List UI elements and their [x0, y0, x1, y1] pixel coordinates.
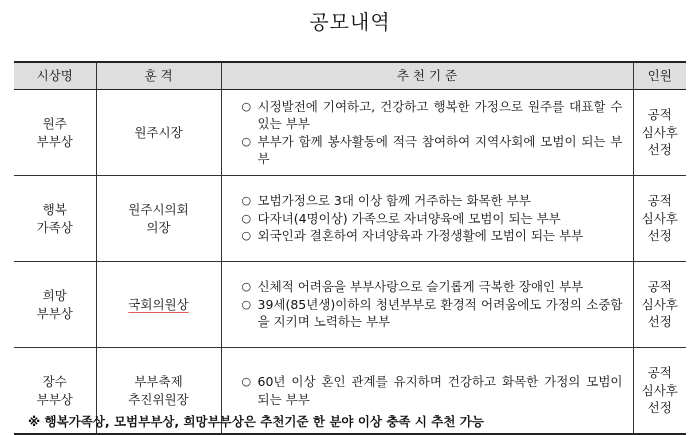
count-line: 선정 [647, 228, 672, 244]
count-line: 심사후 [641, 382, 678, 398]
criteria-cell [221, 262, 633, 348]
award-name-line: 부부상 [36, 305, 73, 321]
criteria-cell [221, 90, 633, 176]
count-cell [633, 176, 686, 262]
award-name-line: 부부상 [36, 391, 73, 407]
honor-grade-line: 원주시장 [134, 124, 183, 140]
footnote: ※ 행복가족상, 모범부부상, 희망부부상은 추천기준 한 분야 이상 충족 시 추천 가능 [28, 414, 484, 429]
honor-grade-cell [96, 90, 221, 176]
criteria-item: ○ 39세(85년생)이하의 청년부부로 환경적 어려움에도 가정의 소중함을 지키며 노력하는 부부 [242, 296, 623, 331]
count-line: 선정 [647, 314, 672, 330]
table-row [14, 176, 686, 262]
page-title: 공모내역 [309, 10, 391, 34]
criteria-item: ○ 시정발전에 기여하고, 건강하고 행복한 가정으로 원주를 대표할 수 있는 부부 [242, 98, 623, 133]
honor-grade-line: 부부축제 [134, 374, 183, 389]
award-name-line: 부부상 [36, 133, 73, 149]
header-award-name: 시상명 [14, 62, 96, 90]
count-line: 선정 [647, 400, 672, 416]
count-line: 심사후 [641, 210, 678, 226]
criteria-item: ○ 모범가정으로 3대 이상 함께 거주하는 화목한 부부 [242, 192, 623, 210]
count-line: 공적 [647, 193, 672, 209]
count-line: 공적 [647, 365, 672, 381]
honor-grade-cell [96, 176, 221, 262]
award-name-line: 행복 [42, 202, 67, 217]
count-cell [633, 90, 686, 176]
table-header-row [14, 62, 686, 90]
criteria-item: ○ 부부가 함께 봉사활동에 적극 참여하여 지역사회에 모범이 되는 부부 [242, 133, 623, 168]
honor-grade-line: 추진위원장 [128, 391, 189, 407]
count-line: 선정 [647, 142, 672, 158]
header-criteria: 추 천 기 준 [221, 62, 633, 90]
award-name-line: 가족상 [36, 219, 73, 235]
award-name-line: 희망 [42, 288, 67, 303]
count-cell [633, 262, 686, 348]
award-name-line: 장수 [42, 374, 67, 389]
count-line: 공적 [647, 107, 672, 123]
table-row [14, 262, 686, 348]
honor-grade-line: 의장 [146, 219, 171, 235]
award-name-cell [14, 90, 96, 176]
criteria-item: ○ 신체적 어려움을 부부사랑으로 슬기롭게 극복한 장애인 부부 [242, 278, 623, 296]
award-name-line: 원주 [42, 116, 67, 131]
honor-grade-line: 원주시의회 [128, 202, 189, 217]
count-line: 공적 [647, 279, 672, 295]
criteria-item: ○ 외국인과 결혼하여 자녀양육과 가정생활에 모범이 되는 부부 [242, 227, 623, 245]
table-row [14, 90, 686, 176]
criteria-cell [221, 176, 633, 262]
header-honor-grade: 훈 격 [96, 62, 221, 90]
honor-grade-cell [96, 262, 221, 348]
count-cell [633, 348, 686, 435]
criteria-item: ○ 60년 이상 혼인 관계를 유지하며 건강하고 화목한 가정의 모범이 되는 부부 [242, 373, 623, 408]
count-line: 심사후 [641, 296, 678, 312]
honor-grade-line: 국회의원상 [128, 296, 189, 312]
count-line: 심사후 [641, 124, 678, 140]
award-name-cell [14, 176, 96, 262]
award-name-cell [14, 262, 96, 348]
header-count: 인원 [633, 62, 686, 90]
award-criteria-table [14, 61, 686, 435]
criteria-item: ○ 다자녀(4명이상) 가족으로 자녀양육에 모범이 되는 부부 [242, 210, 623, 228]
